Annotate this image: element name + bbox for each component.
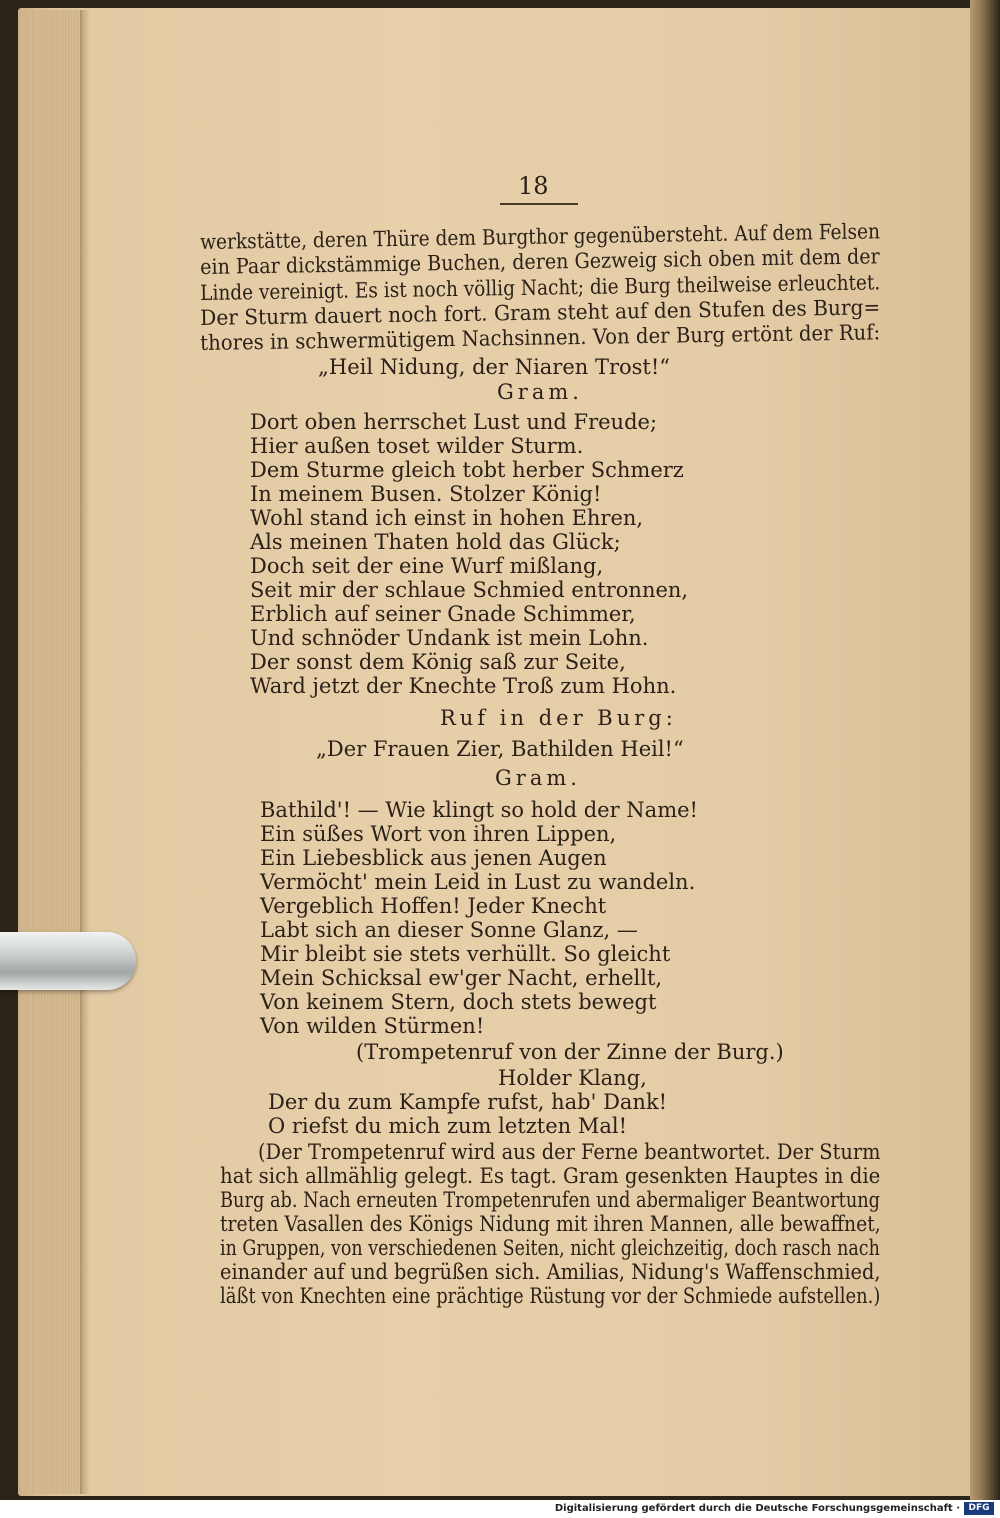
- quoted-call: „Heil Nidung, der Niaren Trost!“: [318, 355, 671, 379]
- page-gutter-shadow: [80, 10, 90, 1494]
- stage-direction-line: treten Vasallen des Königs Nidung mit ihren Mannen, alle bewaffnet,: [220, 1212, 881, 1236]
- verse-line: Als meinen Thaten hold das Glück;: [250, 530, 621, 554]
- funding-notice: Digitalisierung gefördert durch die Deutsche Forschungsgemeinschaft ·: [554, 1503, 960, 1514]
- verse-line: Ein Liebesblick aus jenen Augen: [260, 846, 607, 870]
- verse-line: Vergeblich Hoffen! Jeder Knecht: [260, 894, 607, 918]
- verse-line: Mein Schicksal ew'ger Nacht, erhellt,: [260, 966, 663, 990]
- verse-line: Hier außen toset wilder Sturm.: [250, 434, 584, 458]
- verse-line: Von wilden Stürmen!: [260, 1014, 485, 1038]
- text-line: werkstätte, deren Thüre dem Burgthor gegenübersteht. Auf dem Felsen: [200, 219, 881, 254]
- verse-line: In meinem Busen. Stolzer König!: [250, 482, 602, 506]
- verse-line: Dem Sturme gleich tobt herber Schmerz: [250, 458, 684, 482]
- verse-line: Dort oben herrschet Lust und Freude;: [250, 410, 658, 434]
- stage-direction-line: in Gruppen, von verschiedenen Seiten, nicht gleichzeitig, doch rasch nach: [220, 1236, 880, 1260]
- verse-line: Doch seit der eine Wurf mißlang,: [250, 554, 604, 578]
- verse-line: Der du zum Kampfe rufst, hab' Dank!: [268, 1090, 668, 1114]
- verse-line: Ein süßes Wort von ihren Lippen,: [260, 822, 617, 846]
- verse-line: O riefst du mich zum letzten Mal!: [268, 1114, 628, 1138]
- verse-line: Seit mir der schlaue Schmied entronnen,: [250, 578, 689, 602]
- text-line: Linde vereinigt. Es ist noch völlig Nacht; die Burg theilweise erleuchtet.: [200, 270, 881, 305]
- verse-line: Erblich auf seiner Gnade Schimmer,: [250, 602, 636, 626]
- verse-line: Mir bleibt sie stets verhüllt. So gleicht: [260, 942, 671, 966]
- verse-line: Der sonst dem König saß zur Seite,: [250, 650, 626, 674]
- text-line: thores in schwermütigem Nachsinnen. Von der Burg ertönt der Ruf:: [200, 320, 881, 355]
- verse-line: Labt sich an dieser Sonne Glanz, —: [260, 918, 638, 942]
- stage-direction-line: hat sich allmählig gelegt. Es tagt. Gram gesenkten Hauptes in die: [220, 1164, 881, 1188]
- quoted-call: „Der Frauen Zier, Bathilden Heil!“: [316, 737, 684, 761]
- stage-direction-line: läßt von Knechten eine prächtige Rüstung vor der Schmiede aufstellen.): [220, 1284, 881, 1308]
- page-clip: [0, 932, 136, 990]
- dfg-logo: DFG: [964, 1502, 994, 1515]
- speaker-name: Gram.: [495, 766, 581, 790]
- stage-direction: (Trompetenruf von der Zinne der Burg.): [356, 1040, 784, 1064]
- stage-direction-line: Burg ab. Nach erneuten Trompetenrufen und abermaliger Beantwortung: [220, 1188, 881, 1212]
- stage-direction-line: einander auf und begrüßen sich. Amilias, Nidung's Waffenschmied,: [220, 1260, 881, 1284]
- book-cover-edge: [970, 0, 1000, 1500]
- verse-line: Holder Klang,: [498, 1066, 647, 1090]
- stage-direction-line: (Der Trompetenruf wird aus der Ferne beantwortet. Der Sturm: [258, 1140, 881, 1164]
- verse-line: Von keinem Stern, doch stets bewegt: [260, 990, 657, 1014]
- page-number: 18: [518, 172, 549, 200]
- verse-line: Bathild'! — Wie klingt so hold der Name!: [260, 798, 698, 822]
- text-line: Der Sturm dauert noch fort. Gram steht auf den Stufen des Burg=: [200, 295, 881, 330]
- verse-line: Und schnöder Undank ist mein Lohn.: [250, 626, 649, 650]
- page-edges: [20, 10, 82, 1494]
- verse-line: Ward jetzt der Knechte Troß zum Hohn.: [250, 674, 677, 698]
- page-number-rule: [500, 203, 578, 205]
- text-line: ein Paar dickstämmige Buchen, deren Gezweig sich oben mit dem der: [200, 244, 880, 279]
- verse-line: Vermöcht' mein Leid in Lust zu wandeln.: [260, 870, 696, 894]
- speaker-name: Gram.: [497, 380, 583, 404]
- stage-call-label: Ruf in der Burg:: [440, 706, 677, 730]
- verse-line: Wohl stand ich einst in hohen Ehren,: [250, 506, 644, 530]
